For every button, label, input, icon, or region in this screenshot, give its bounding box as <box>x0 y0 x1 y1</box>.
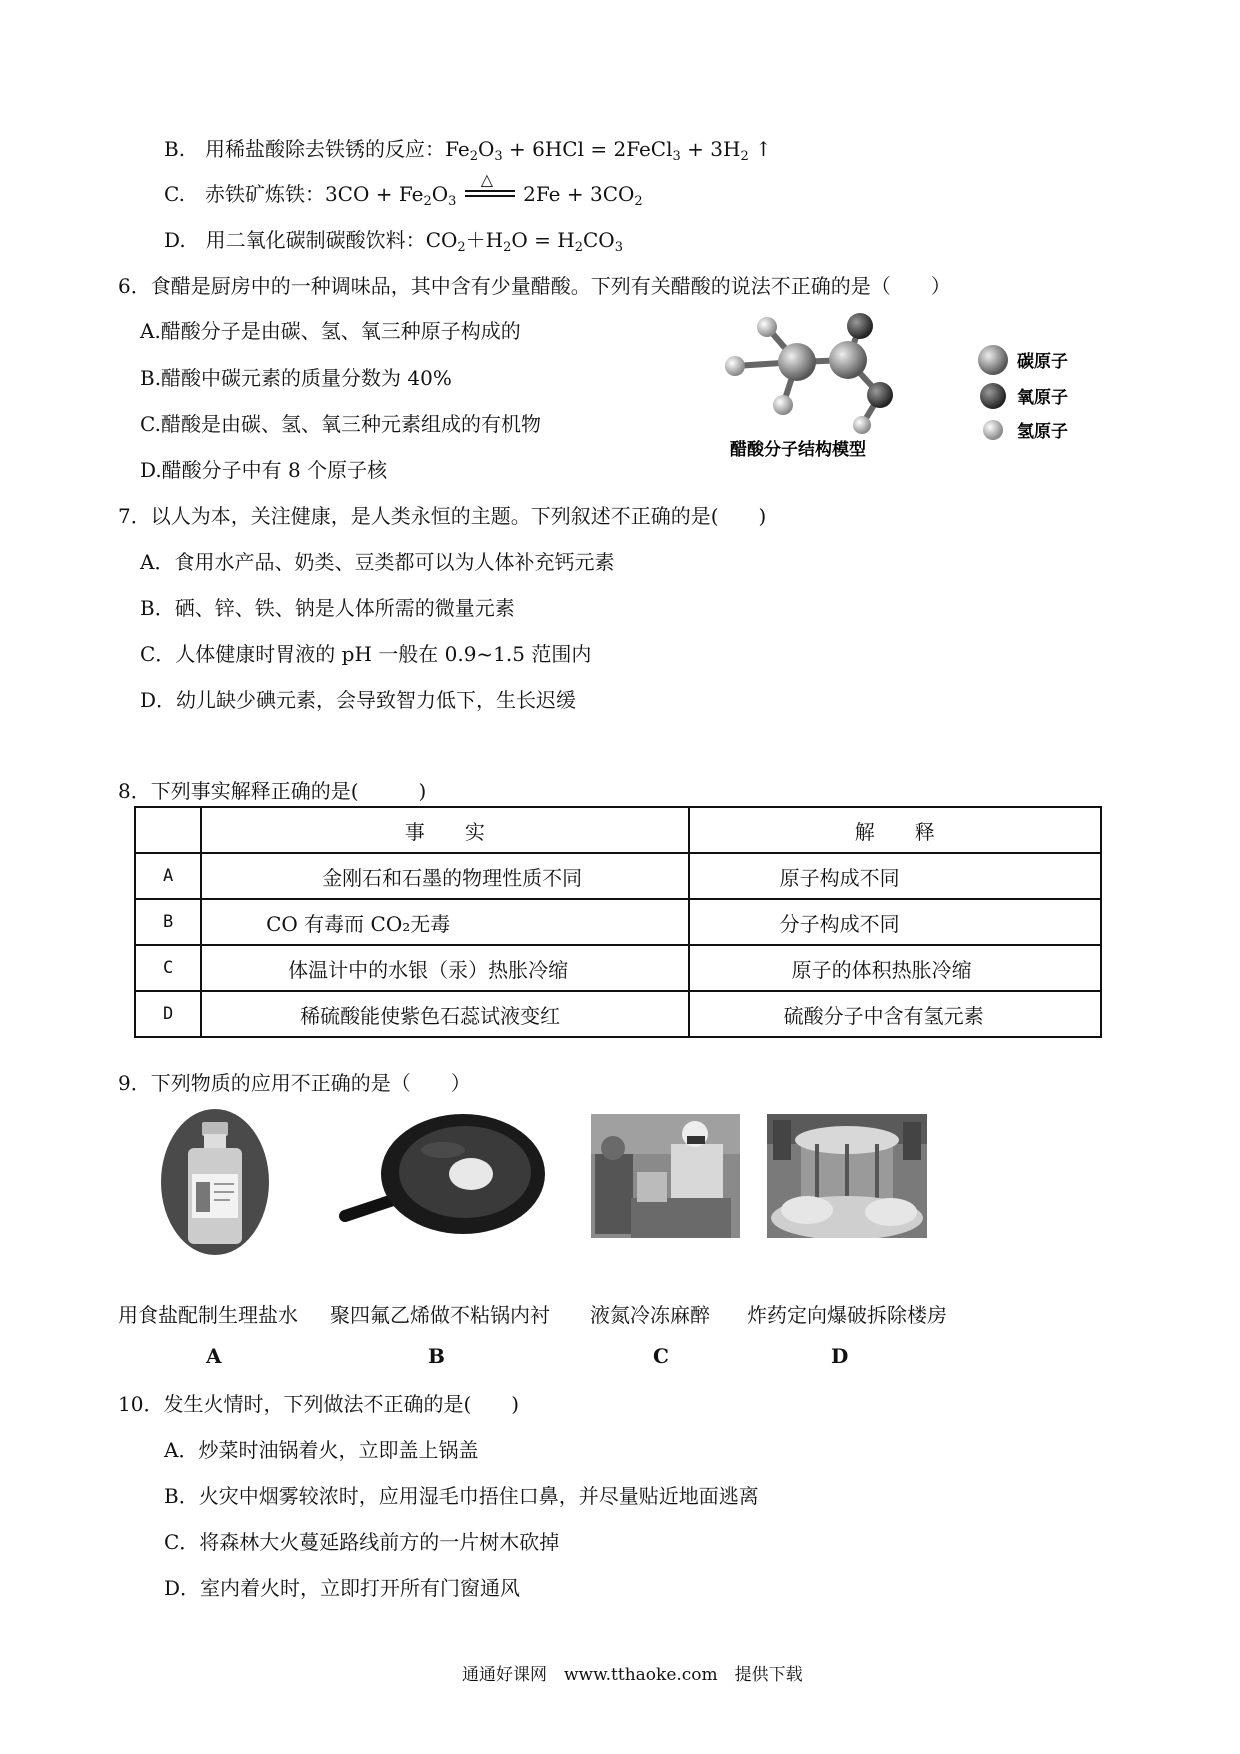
legend-oxygen-icon <box>980 383 1006 409</box>
table-cell-fact: 金刚石和石墨的物理性质不同 <box>201 853 688 899</box>
q9-letter-a: A <box>206 1344 222 1368</box>
q9-letter-d: D <box>831 1344 849 1368</box>
table-header-row <box>135 807 1101 853</box>
table-cell-key: A <box>135 853 201 899</box>
q9-caption-a: 用食盐配制生理盐水 <box>118 1303 298 1327</box>
building-demolition-photo <box>767 1114 927 1238</box>
q6-stem: 6．食醋是厨房中的一种调味品，其中含有少量醋酸。下列有关醋酸的说法不正确的是（ ） <box>118 274 951 298</box>
q5-option-d-prefix: D. 用二氧化碳制碳酸饮料： <box>164 228 426 252</box>
q10-option-b: B．火灾中烟雾较浓时，应用湿毛巾捂住口鼻，并尽量贴近地面逃离 <box>164 1484 759 1508</box>
q6-option-c: C.醋酸是由碳、氢、氧三种元素组成的有机物 <box>140 412 541 436</box>
q8-stem: 8．下列事实解释正确的是( ) <box>118 779 427 803</box>
q9-caption-c: 液氮冷冻麻醉 <box>590 1303 710 1327</box>
table-header-explain: 解 释 <box>689 807 1101 853</box>
carbon-atom <box>829 341 867 379</box>
table-cell-explain: 原子的体积热胀冷缩 <box>689 945 1101 991</box>
q6-option-a: A.醋酸分子是由碳、氢、氧三种原子构成的 <box>140 319 521 343</box>
table-row <box>135 899 1101 945</box>
table-cell-key: B <box>135 899 201 945</box>
q5-option-b-prefix: B. 用稀盐酸除去铁锈的反应： <box>164 137 446 161</box>
table-cell-fact: CO 有毒而 CO₂无毒 <box>201 899 688 945</box>
model-caption: 醋酸分子结构模型 <box>730 440 866 460</box>
table-cell-fact: 稀硫酸能使紫色石蕊试液变红 <box>201 991 688 1037</box>
legend-hydrogen-label: 氢原子 <box>1017 422 1068 442</box>
hydrogen-atom <box>725 356 745 376</box>
legend-carbon-icon <box>978 345 1008 375</box>
table-cell-fact: 体温计中的水银（汞）热胀冷缩 <box>201 945 688 991</box>
table-cell-explain: 硫酸分子中含有氢元素 <box>689 991 1101 1037</box>
q5-option-d <box>164 226 623 254</box>
q9-letter-b: B <box>428 1344 445 1368</box>
hydrogen-atom <box>757 317 777 337</box>
saline-bottle-photo <box>160 1108 270 1256</box>
page-footer: 通通好课网 www.tthaoke.com 提供下载 <box>462 1665 803 1685</box>
table-cell-explain: 分子构成不同 <box>689 899 1101 945</box>
table-cell-explain: 原子构成不同 <box>689 853 1101 899</box>
q5-option-c <box>164 169 643 209</box>
heat-condition-symbol: △ <box>480 169 494 189</box>
table-cell-key: D <box>135 991 201 1037</box>
acetic-acid-model-figure <box>715 310 1105 475</box>
q5-option-d-equation: $CO_2+H_2O = H_2CO_3$ <box>425 228 623 255</box>
q10-option-d: D．室内着火时，立即打开所有门窗通风 <box>164 1576 521 1600</box>
hydrogen-atom <box>773 395 793 415</box>
table-row <box>135 945 1101 991</box>
legend-hydrogen-icon <box>983 420 1003 440</box>
q7-option-d: D．幼儿缺少碘元素，会导致智力低下，生长迟缓 <box>140 688 577 712</box>
q5-option-b-equation: $Fe_2O_3 + 6HCl$ = 2FeCl$_3$ + $3H_2$ ↑ <box>445 137 772 164</box>
q9-stem: 9．下列物质的应用不正确的是（ ） <box>118 1071 471 1095</box>
q10-stem: 10．发生火情时，下列做法不正确的是( ) <box>118 1392 520 1416</box>
facts-table <box>134 806 1102 1038</box>
q7-stem: 7．以人为本，关注健康，是人类永恒的主题。下列叙述不正确的是( ) <box>118 504 767 528</box>
q5-option-c-products: $2Fe + 3CO_2$ <box>523 182 643 209</box>
oxygen-atom <box>847 313 873 339</box>
legend-oxygen-label: 氧原子 <box>1017 388 1068 408</box>
heat-reaction-arrow <box>463 169 517 206</box>
table-row <box>135 853 1101 899</box>
q9-letter-c: C <box>653 1344 669 1368</box>
q9-caption-d: 炸药定向爆破拆除楼房 <box>747 1303 947 1327</box>
table-header-fact: 事 实 <box>201 807 688 853</box>
frying-pan-photo <box>335 1112 550 1240</box>
q10-option-a: A．炒菜时油锅着火，立即盖上锅盖 <box>164 1438 479 1462</box>
q6-option-d: D.醋酸分子中有 8 个原子核 <box>140 458 388 482</box>
table-cell-key: C <box>135 945 201 991</box>
q9-caption-b: 聚四氟乙烯做不粘锅内衬 <box>330 1303 550 1327</box>
table-row <box>135 991 1101 1037</box>
table-header-key <box>135 807 201 853</box>
carbon-atom <box>778 343 816 381</box>
surgery-photo <box>591 1114 740 1238</box>
oxygen-atom <box>867 382 893 408</box>
q6-option-b: B.醋酸中碳元素的质量分数为 40% <box>140 366 452 390</box>
q5-option-c-reactants: $3CO + Fe_2O_3$ <box>324 182 457 209</box>
q7-option-a: A．食用水产品、奶类、豆类都可以为人体补充钙元素 <box>140 550 615 574</box>
hydrogen-atom <box>853 416 871 434</box>
legend-carbon-label: 碳原子 <box>1017 352 1068 372</box>
q7-option-b: B．硒、锌、铁、钠是人体所需的微量元素 <box>140 596 515 620</box>
q5-option-b <box>164 135 772 163</box>
q7-option-c: C．人体健康时胃液的 pH 一般在 0.9~1.5 范围内 <box>140 642 592 666</box>
q10-option-c: C．将森林大火蔓延路线前方的一片树木砍掉 <box>164 1530 560 1554</box>
q5-option-c-prefix: C. 赤铁矿炼铁： <box>164 182 325 206</box>
